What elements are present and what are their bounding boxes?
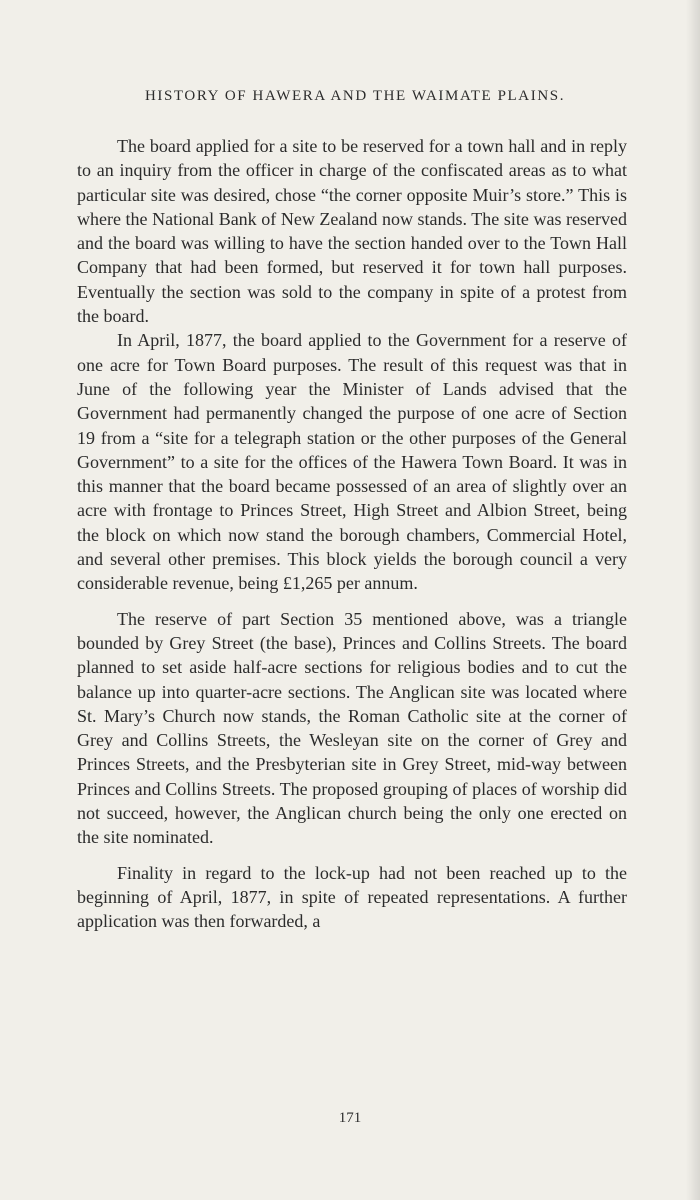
paragraph-section-35-reserve: The reserve of part Section 35 mentioned above, was a triangle bounded by Grey Street (the base), Princes and Collins Streets. The board planned to set aside half-acre sections for religious bodies and to cut the balance up into quarter-acre sections. The Anglican site was located where St. Mary’s Church now stands, the Roman Catholic site at the corner of Grey and Collins Streets, the Wesleyan site on the corner of Grey and Princes Streets, and the Presbyterian site in Grey Street, mid-way between Princes and Collins Streets. The proposed grouping of places of worship did not succeed, however, the Anglican church being the only one erected on the site nominated.: [77, 608, 627, 848]
paragraph-town-board-reserve: In April, 1877, the board applied to the Government for a reserve of one acre for Town Board purposes. The result of this request was that in June of the following year the Minister of Lands advised that the Government had permanently changed the purpose of one acre of Section 19 from a “site for a telegraph station or the other purposes of the General Government” to a site for the offices of the Hawera Town Board. It was in this manner that the board became possessed of an area of slightly over an acre with frontage to Princes Street, High Street and Albion Street, being the block on which now stand the borough chambers, Commercial Hotel, and several other premises. This block yields the borough council a very considerable revenue, being £1,265 per annum.: [77, 330, 627, 594]
page-number: 171: [338, 1110, 362, 1126]
running-head: HISTORY OF HAWERA AND THE WAIMATE PLAINS.: [144, 88, 566, 104]
paragraph-lock-up: Finality in regard to the lock-up had not been reached up to the beginning of April, 1877, in spite of repeated representations. A further application was then forwarded, a: [77, 862, 627, 932]
page-body: [77, 134, 627, 934]
paragraph-town-hall-site: The board applied for a site to be reserved for a town hall and in reply to an inquiry from the officer in charge of the confiscated areas as to what particular site was desired, chose “the corner opposite Muir’s store.” This is where the National Bank of New Zealand now stands. The site was reserved and the board was willing to have the section handed over to the Town Hall Company that had been formed, but reserved it for town hall purposes. Eventually the section was sold to the company in spite of a protest from the board.: [77, 136, 627, 327]
page-edge-shadow: [686, 0, 700, 1200]
